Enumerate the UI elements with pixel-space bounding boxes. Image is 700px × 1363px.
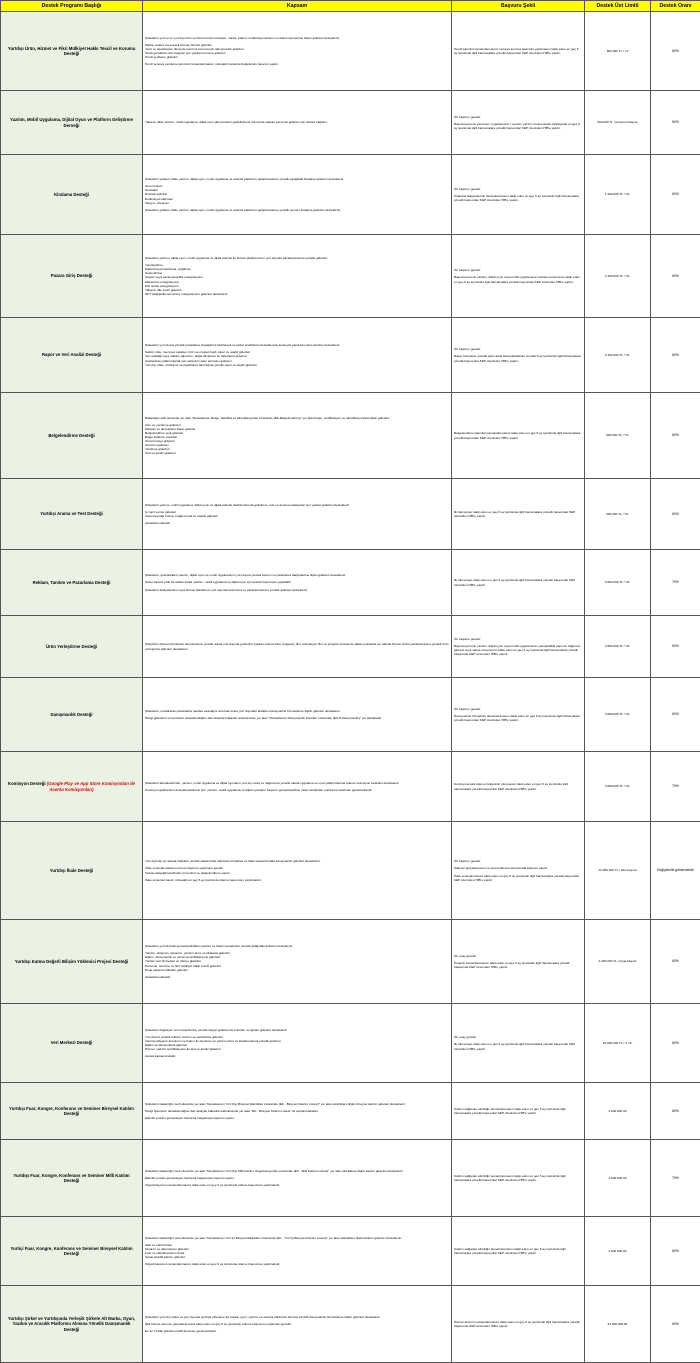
limit-cell: 4.000.000,00 [585,1083,651,1140]
rate-cell: 60% [651,1004,700,1083]
scope-cell [143,12,452,91]
scope-cell-line: Yabancı dile çeviri giderleri [145,288,449,292]
table-row [1,1140,700,1217]
scope-cell-line: Belgelendirme testi giderleri [145,431,449,435]
program-name-text: Yurtdışı Ürün, Hizmet ve Fikri Mülkiyet Hakkı Tescil ve Koruma Desteği [8,46,135,56]
table-row [1,318,700,393]
scope-cell-line: İlgili hizmet alımının gerçekleşmesini takip eden en geç 6 ay içerisinde ödeme başvurusu yapılması gerekir. [145,1322,449,1326]
scope-cell-line: Robotik teçhizat [145,192,449,196]
apply-cell [452,678,585,752]
scope-cell [143,1286,452,1363]
scope-cell-line: Arayüz veya sanal gerçeklik entegrasyonu [145,275,449,279]
scope-cell [143,678,452,752]
table-row [1,1004,700,1083]
scope-cell-line: Metaverse entegrasyonu [145,280,449,284]
scope-cell [143,318,452,393]
rate-cell: 60% [651,1217,700,1286]
scope-cell-line: Yenileme giderleri [145,447,449,451]
apply-cell [452,920,585,1004]
limit-cell: 61.000.000,00 [585,1286,651,1363]
program-name [1,318,143,393]
program-name-text: Belgelendirme Desteği [48,433,94,438]
scope-cell-line: Uluslararası platformlarda veri setlerinin satın alınması giderleri [145,359,449,363]
program-name [1,616,143,678]
apply-cell [452,318,585,393]
scope-cell-line: Belge kullanım ücretleri [145,435,449,439]
apply-cell [452,235,585,318]
limit-cell: 600.000 TL / YIL [585,393,651,479]
program-name [1,91,143,155]
scope-cell-line: desteklenmektedir. [145,521,449,525]
scope-cell-line: Test ve analiz giderleri [145,451,449,455]
scope-cell-line: Marka, patent veya tescil konusu hizmet giderleri [145,43,449,47]
scope-cell-line: Yazılım, ekipman, donanım, yazılım alımı ve kiralama giderleri [145,951,449,955]
table-row [1,1217,700,1286]
scope-cell-line: Şirketlerin yabancı dilde yazılım, dijital oyun, mobil uygulama ve aracılık platformu geliştirmelerine yönelik sunucu kiralama giderleri desteklenir. [145,208,449,212]
scope-cell-line: Tasarım ve dekorasyon giderleri [145,1247,449,1251]
apply-cell [452,752,585,822]
program-name-text: Komisyon Desteği [8,781,46,786]
limit-cell: 12.000.000 TL / ülke başına [585,822,651,920]
scope-cell-line: destek kapsamındadır. [145,1054,449,1058]
rate-cell: 70% [651,550,700,616]
apply-cell [452,822,585,920]
scope-cell-line: Şirket başına yıllık 10 adede kadar yazılım, mobil uygulama ve dijital oyun için destek başvurusu yapılabilir. [145,580,449,584]
table-row [1,1083,700,1140]
scope-cell-line: Sanal etkinlik katılım giderleri [145,1255,449,1259]
scope-cell-line: Yazılım test hizmetleri ve izleme giderleri [145,959,449,963]
apply-cell-line: Hizmet alımının tamamlanmasını takip eden en geç 6 ay içerisinde ilgili harcamalara yönelik başvurular KEP üzerinden HİB'e yapılır. [454,1320,582,1328]
scope-cell-line: Taşıyıcı, donanım [145,201,449,205]
scope-cell-line: Yabancı dilde yazılım, mobil uygulama, dijital oyun gibi ürünlerin geliştirilmesi sürecinde çalışan personel giderleri için destek sağlanır. [145,120,449,124]
apply-cell-line: İlk harcamayı takip eden en geç 6 ay içerisinde ilgili harcamalara yönelik başvurular KEP üzerinden HİB'e yapılır. [454,1042,582,1050]
header-rate: Destek Oranı [651,1,700,12]
apply-cell-line: Rapor hizmetine yönelik satın alma tamamlandıktan sonraki 6 ay içerisinde ilgili harcamalara yönelik başvurular KEP üzerinden HİB'e yapılır. [454,354,582,362]
scope-cell-line: Şirketlerin bakanlığın web sitesinde yer alan "Desteklenen Yurt Dışı Milli Katılım Organizasyonları Listesinde (EK - Milli Katılım Listesi)" yer alan etkinliklere ilişkin katılım giderleri desteklenir. [145,1169,449,1173]
scope-cell-line: Yurt dışı ihale, sözleşme ve pazarlama hazırlığına yönelik rapor ve analiz giderleri [145,363,449,367]
scope-cell-line: Şirketlerin bilgisayar veri merkezlerine yönelik altyapı giderleri ile kurulum ve işletim giderleri desteklenir. [145,1028,449,1032]
program-name-note: (Google Play ve App Store Komisyonları ile Acenta Komisyonları) [47,781,135,791]
table-body [1,12,700,1363]
scope-cell-line: Personel, tercüme ve fikri mülkiyet hakkı tescili giderleri [145,964,449,968]
rate-cell: 50% [651,91,700,155]
scope-cell [143,1140,452,1217]
limit-cell: 1.200.000 TL / YIL [585,155,651,235]
apply-cell-line: Katılım sağlanan etkinliğin tamamlanmasını takip eden en geç 6 ay içerisinde ilgili harcamalara yönelik başvurular KEP üzerinden HİB'e yapılır. [454,1247,582,1255]
limit-cell: 24.000.000 TL / 3 YIL [585,1004,651,1083]
apply-cell-line: İlk harcamayı takip eden en geç 6 ay içerisinde ilgili harcamalara yönelik başvurular KEP üzerinden HİB'e yapılır. [454,578,582,586]
scope-cell-line: Şirketlerin bakanlığın web sitesinde yer alan "Desteklenen Yurt Dışı Bireysel Etkinlikler Listesinde (EK - Bireysel Katılım Listesi)" yer alan etkinliklere ilişkin bireysel katılım giderleri desteklenir. [145,1102,449,1106]
program-name [1,1140,143,1217]
scope-cell-line: Yerel ve uluslararası düzeyde tescil ve koruma için danışmanlık giderleri [145,47,449,51]
header-limit: Destek Üst Limiti [585,1,651,12]
scope-cell-line: İş zemi verme giderleri [145,510,449,514]
scope-cell [143,822,452,920]
rate-cell: 60% [651,1286,700,1363]
scope-cell-line: Organizasyonun tamamlanmasını takip eden en geç 6 ay içerisinde ödeme başvurusu yapılmalıdır. [145,1183,449,1187]
scope-cell [143,1083,452,1140]
scope-cell-line: İhale sonuçlanmasını müteakip en geç 6 ay içerisinde ödeme başvurusu yapılmalıdır. [145,878,449,882]
scope-cell-line: Tescil yenileme giderleri [145,55,449,59]
scope-cell-line: Tescil gerektiren tüm belgeler için yapılan tercüme giderleri [145,51,449,55]
scope-cell-line: Şirketlerin faturalandırılan, yazılım, mobil uygulama ve dijital oyunların yurt dışı satış ve dağıtımına yönelik olarak uygulama ve oyun platformlarına ödenen komisyon bedelleri desteklenir. [145,781,449,785]
apply-cell-line: İlk harcamayı takip eden en geç 6 ay içerisinde ilgili harcamalara yönelik başvurular KEP üzerinden HİB'e yapılır. [454,510,582,518]
rate-cell: 60% [651,12,700,91]
scope-cell-line: Proje çalışma istihdam giderleri [145,968,449,972]
apply-cell-line: Başvuruya konu yazılım, dijital oyun veya mobil uygulamanın yerleştirildiği yapımın dağıtıma girmesi veya satışa sunumunun takip eden en geç 6 ay içerisinde ilgili harcamalara yönelik başvurular KEP üzerinden HİB'e yapılır. [454,644,582,656]
scope-cell-line: NFT (değiştirilemez jeton) entegrasyonu giderleri desteklenir. [145,292,449,296]
scope-cell-line: Tescil ve/veya yenileme işleminin tamamlanmasını müteakip harcama belgeleriyle başvuru yapılır. [145,62,449,66]
apply-cell-line: Ön başvuru gerekir. [454,707,582,711]
table-row [1,752,700,822]
table-row [1,920,700,1004]
program-name-text: Yurtiçi Fuar, Kongre, Konferans ve Seminer Bireysel Katılım Desteği [10,1246,132,1256]
apply-cell-line: Tescil işleminin tamamlanmasını ve/veya koruma işleminin yapılmasını takip eden en geç 6 ay içerisinde ilgili harcamalara yönelik başvurular KEP üzerinden HİB'e yapılır. [454,47,582,55]
apply-cell-line: Ön başvuru gerekir. [454,268,582,272]
apply-cell-line: Kiralama faaliyetlerinin tamamlanmasını takip eden en geç 6 ay içerisinde ilgili harcamalara yönelik başvurular KEP üzerinden HİB'e yapılır. [454,194,582,202]
program-name [1,1083,143,1140]
scope-cell-line: Şirketlerin yurt dışı şirket ve yurt dışında yerleşik şirketlere alt marka, oyun, yazılım ve aracılık platformu alımına yönelik danışmanlık hizmetlerine ilişkin giderleri desteklenir. [145,1315,449,1319]
scope-cell-line: Yerelleştirme [145,263,449,267]
scope-cell-line: Etkinlik sonrası gerçekleşen harcama belgeleriyle başvuru yapılır. [145,1176,449,1180]
program-name-text: Kiralama Desteği [54,192,89,197]
table-row [1,91,700,155]
program-name-text: Reklam, Tanıtım ve Pazarlama Desteği [33,580,111,585]
program-name-text: Ürün Yerleştirme Desteği [46,644,97,649]
program-name [1,752,143,822]
scope-cell-line: Şirketlerin, uluslararası pazarlarda rekabet avantajını artırmak üzere yurt dışından aldıkları danışmanlık hizmetlerine ilişkin giderleri desteklenir. [145,709,449,713]
scope-cell-line: Hizmet, yazılım sertifikasyonu ile test ve analiz giderleri [145,1047,449,1051]
scope-cell [143,752,452,822]
apply-cell-line: Danışmanlık hizmetinin tamamlanmasını takip eden en geç 6 ay içerisinde ilgili harcamalara yönelik başvurular KEP üzerinden HİB'e yapılır. [454,714,582,722]
scope-cell-line: Şirketlerin yurt içi ve yurt dışı ürün ve hizmet tescil süreçleri, marka, patent, endüstriyel tasarım ve lisans işlemlerine ilişkin giderleri desteklenir. [145,36,449,40]
scope-cell-line: Organizasyonun tamamlanmasını takip eden en geç 6 ay içerisinde ödeme başvurusu yapılmalıdır. [145,1262,449,1266]
program-name-text: Pazara Giriş Desteği [51,273,93,278]
limit-cell: 9.600.000 TL / YIL [585,550,651,616]
scope-cell-line: Şirketlerin yazılım, dijital oyun, mobil uygulama ve dijital aracılık ile hizmet platformunun yurt dışında pazarlanmasına yönelik giderleri: [145,256,449,260]
apply-cell [452,91,585,155]
table-row [1,1286,700,1363]
table-row [1,235,700,318]
scope-cell [143,479,452,550]
table-row [1,479,700,550]
table-row [1,678,700,752]
limit-cell: 2.400.000 TL / proje başına [585,920,651,1004]
scope-cell-line: Bakanlığın web sitesinde yer alan "Desteklenen Belge, Sertifika ve Akreditasyonlar Listesinde (EK-Belgelendirme)" yer alan belge, sertifikasyon ve akreditasyonlara ilişkin giderleri: [145,416,449,420]
apply-cell [452,1286,585,1363]
program-name-text: Yurtdışı Katma Değerli Bilişim Yüklenici Projesi Desteği [15,959,128,964]
apply-cell [452,479,585,550]
program-name [1,920,143,1004]
table-row [1,550,700,616]
table-row [1,12,700,91]
rate-cell: 60% [651,318,700,393]
scope-cell-line: Test merkezi [145,184,449,188]
rate-cell: 70% [651,752,700,822]
scope-cell-line: Sektör, ülke, mevzuat, rekabet, ürün ve müşteri bazlı rapor ve analiz giderleri [145,350,449,354]
scope-cell-line: Gözetim giderleri [145,443,449,447]
apply-cell-line: Katılım sağlanan etkinliğin tamamlanmasını takip eden en geç 6 ay içerisinde ilgili harcamalara yönelik başvurular KEP üzerinden HİB'e yapılır. [454,1174,582,1182]
scope-cell-line: Şirketlerin, geliştirdikleri yazılım, dijital oyun ve mobil uygulamanın yurt dışına yönelik tanıtım ve pazarlama faaliyetlerine ilişkin giderleri desteklenir. [145,573,449,577]
program-name [1,1217,143,1286]
limit-cell: 4.000.000,00 [585,1217,651,1286]
scope-cell-line: Komisyon giderlerinin desteklenebilmesi için, yazılım, mobil uygulama ve dijital oyunların başvuru gerçekleştirilme yılları tarafından yurtdışına satılması gerekmektedir. [145,788,449,792]
scope-cell-line: Şirketlerin yazılım, mobil uygulama, dijital oyun ve dijital aracılık platformlarında geliştirme, test ve deneme faaliyetleri için yapılan giderleri desteklenir. [145,503,449,507]
scope-cell-line: Hangi işlemlerin desteklendiğine dair detaylar bakanlık websitesinde yer alan "EK - Bireysel Katılım Listesi" ile açıklanmaktadır. [145,1109,449,1113]
program-name [1,1286,143,1363]
apply-cell-line: Ön başvuru gerekir. [454,859,582,863]
scope-cell-line: Alım ve yenileme giderleri [145,423,449,427]
rate-cell: 60% [651,1083,700,1140]
scope-cell-line: desteklenmektedir. [145,975,449,979]
scope-cell-line: Simülatör [145,188,449,192]
rate-cell: 60% [651,393,700,479]
table-row [1,822,700,920]
rate-cell: 60% [651,920,700,1004]
apply-cell-line: İhale sonuçlanmasını takip eden en geç 6 ay içerisinde ilgili harcamalara yönelik başvurular KEP üzerinden HİB'e yapılır. [454,874,582,882]
rate-cell: 60% [651,616,700,678]
scope-cell-line: Şirketlerin hizmet ürünlerinin tanıtılmasına yönelik olarak yurt dışında gösterimi yapılan sinema filmi, belgesel, dizi, animasyon film ve program formatı ile dijital oyunlarda yer alacak hizmet ürünü pazarlamasına yönelik ürün yerleştirme giderleri desteklenir. [145,642,449,650]
scope-cell-line: İhale sonuçlanmadan evvel ön başvuru yapılması gerekli. [145,866,449,870]
program-name-text: Danışmanlık Desteği [50,712,92,717]
apply-cell-line: İhalenin gerçekleşmesi ve tescil edilmesi durumunda başvuru yapılır. [454,866,582,870]
table-row [1,155,700,235]
scope-cell-line: Şirketlerin faaliyetlerinin veya hizmet alanlarının yurt dışında tanıtımına ve pazarlanmasına yönelik giderleri desteklenir. [145,588,449,592]
rate-cell: Değişkenlik göstermekte [651,822,700,920]
scope-cell-line: Dizi içinde entegrasyonu [145,284,449,288]
header-apply: Başvuru Şekli [452,1,585,12]
scope-cell-line: Şirketlerin yurt dışına yönelik pazarlama stratejilerini belirlemek ve pazar analizlerini desteklemek amacıyla yaptırılan rapor alımları desteklenir. [145,343,449,347]
rate-cell: 60% [651,479,700,550]
apply-cell-line: Ön onay gerekir. [454,954,582,958]
table-row [1,393,700,479]
limit-cell: 2.400.000 TL / YIL [585,235,651,318]
limit-cell: 600.000 TL / Yıl [585,12,651,91]
scope-cell [143,393,452,479]
apply-cell-line: Başvuruya konu personel / uygulamanın / oyunun yazılım sunumundan başlayarak en geç 6 ay içerisinde ilgili harcamalara yönelik başvurular KEP üzerinden HİB'e yapılır. [454,122,582,130]
scope-cell-line: Etkinlik sonrası gerçekleşen harcama belgeleriyle başvuru yapılır. [145,1116,449,1120]
scope-cell-line: Alan ve stand kirası [145,1243,449,1247]
program-name [1,479,143,550]
scope-cell-line: Müşavir ve denetçilere ilişkin giderler [145,427,449,431]
program-name [1,235,143,318]
scope-cell-line: Hangi giderlerin ve konuların desteklendiğine dair detaylar bakanlık websitesinde yer alan "Desteklenen Danışmanlık Konuları Listesinde (EK-8 Danışmanlık)" yer almaktadır. [145,716,449,720]
scope-cell-line: İnsan kaynağı bulma, boğaz kuma ve araçlık giderleri [145,514,449,518]
scope-cell-line: Şirketlerin yurt dışında gerçekleştirdikleri yazılım ve bilişim projelerine yönelik aşağıdaki giderleri desteklenir: [145,944,449,948]
scope-cell [143,920,452,1004]
program-name [1,155,143,235]
apply-cell-line: Belgelendirme işleminin tamamlanmasını takip eden en geç 6 ay içerisinde ilgili harcamalara yönelik başvurular KEP üzerinden HİB'e yapılır. [454,431,582,439]
scope-cell-line: Seslendirme [145,271,449,275]
header-program: Destek Programı Başlığı [1,1,143,12]
scope-cell-line: Veri analitiği veya makine öğrenme, doğal dil işleme ile raporlama giderleri [145,354,449,358]
program-name [1,1004,143,1083]
apply-cell [452,1083,585,1140]
program-name-text: Yurtdışı Şirket ve Yurtdışında Yerleşik Şirkete Alt Marka, Oyun, Yazılım ve Aracılık Platformu Alımına Yönelik Danışmanlık Desteği [8,1316,135,1332]
program-name [1,12,143,91]
apply-cell [452,155,585,235]
scope-cell [143,155,452,235]
limit-cell: 3.600.000 TL / YIL [585,752,651,822]
header-row [1,1,700,12]
scope-cell-line: Fuar ve etkinlik katılım ücreti [145,1251,449,1255]
apply-cell [452,1140,585,1217]
apply-cell-line: Komisyona tabi ödeme belgesinin oluşmasını takip eden en geç 6 ay içerisinde ilgili harcamalara yönelik başvurular KEP üzerinden HİB'e yapılır. [454,782,582,790]
limit-cell: 2.400.000 TL / YIL [585,318,651,393]
scope-cell [143,1217,452,1286]
limit-cell: 3.600.000 TL / YIL [585,678,651,752]
apply-cell-line: Başvuruya konu yazılım, dijital oyun veya mobil uygulamanın pazara sunumunun takip eden en geç 6 ay içerisinde ilgili harcamalara yönelik başvurular KEP üzerinden HİB'e yapılır. [454,275,582,283]
apply-cell [452,1217,585,1286]
scope-cell-line: İnternet altyapısı kurulumu ve bakım ile donanım ve yazılım alımı ve kiralanmasına yönelik giderleri [145,1039,449,1043]
apply-cell [452,616,585,678]
limit-cell: 4.800.000 TL / YIL [585,616,651,678]
apply-cell [452,1004,585,1083]
scope-cell-line: Şirketlerin bakanlığın web sitesinde yer alan "Desteklenen Yurt İçi Bireysel Etkinlikler Listesinde (EK - Yurt İçi Bireysel Katılım Listesi)" yer alan etkinliklere ilişkin katılım giderleri desteklenir. [145,1236,449,1240]
scope-cell-line: Ticaret ataşeliği tarafından ön kontrol ve değerlendirme yapılır. [145,871,449,875]
program-name [1,822,143,920]
scope-cell-line: Zorunlu kayıt giderleri [145,439,449,443]
program-name [1,678,143,752]
scope-cell-line: Dijital dosya hazırlama, çoğaltma [145,267,449,271]
apply-cell-line: Ön başvuru gerekir. [454,115,582,119]
program-name-text: Yurtdışı Fuar, Kongre, Konferans ve Seminer Bireysel Katılım Desteği [9,1106,134,1116]
limit-cell: 600.000 TL / personel başına [585,91,651,155]
scope-cell-line: Eğitim ve danışmanlık giderleri [145,1043,449,1047]
apply-cell-line: Projenin tamamlanmasını takip eden en geç 6 ay içerisinde ilgili harcamalara yönelik başvurular KEP üzerinden HİB'e yapılır. [454,961,582,969]
program-name-text: Veri Merkezi Desteği [51,1040,93,1045]
scope-cell-line: En az 3 farklı şirketten teklif alınması gerekmektedir. [145,1329,449,1333]
rate-cell: 70% [651,1140,700,1217]
program-name-text: Yurtdışı İhale Desteği [50,868,93,873]
program-name-text: Yurtdışı Arama ve Test Desteği [40,511,103,516]
table-row [1,616,700,678]
apply-cell [452,550,585,616]
scope-cell [143,1004,452,1083]
scope-cell [143,616,452,678]
rate-cell: 60% [651,235,700,318]
apply-cell-line: Ön başvuru gerekir. [454,637,582,641]
scope-cell-line: Endüstriyel ekipman [145,197,449,201]
scope-cell-line: Şirketlerin yabancı dilde yazılım, dijital oyun, mobil uygulama ve aracılık platformu geliştirmelerine yönelik aşağıdaki kiralama giderleri desteklenir. [145,177,449,181]
program-name [1,550,143,616]
scope-cell-line: Yurt dışında yer alacak ihalelere yönelik olarak ihale dokümanı bedelleri ve ihale kapsamındaki danışmanlık giderleri desteklenir. [145,859,449,863]
scope-cell-line: Yurt dışına yönelik reklam, tanıtım ve pazarlama giderleri [145,1035,449,1039]
apply-cell-line: Ön başvuru gerekir. [454,347,582,351]
scope-cell [143,550,452,616]
program-name-text: Yurtdışı Fuar, Kongre, Konferans ve Seminer Milli Katılım Desteği [13,1173,129,1183]
program-name-text: Rapor ve Veri Analizi Desteği [42,352,101,357]
apply-cell-line: Katılım sağlanan etkinliğin tamamlanmasını takip eden en geç 6 ay içerisinde ilgili harcamalara yönelik başvurular KEP üzerinden HİB'e yapılır. [454,1107,582,1115]
program-name-text: Yazılım, Mobil Uygulama, Dijital Oyun ve Platform Geliştirme Derneği [10,117,133,127]
program-name [1,393,143,479]
scope-cell [143,235,452,318]
apply-cell [452,393,585,479]
rate-cell: 60% [651,678,700,752]
apply-cell-line: Ön başvuru gerekir. [454,187,582,191]
rate-cell: 60% [651,155,700,235]
header-scope: Kapsam [143,1,452,12]
scope-cell-line: Eğitim, danışmanlık ve yazılıma sertifikasyonu giderleri [145,955,449,959]
apply-cell [452,12,585,91]
apply-cell-line: Ön onay gerekir. [454,1035,582,1039]
limit-cell: 600.000 TL / YIL [585,479,651,550]
limit-cell: 4.000.000,00 [585,1140,651,1217]
scope-cell [143,91,452,155]
